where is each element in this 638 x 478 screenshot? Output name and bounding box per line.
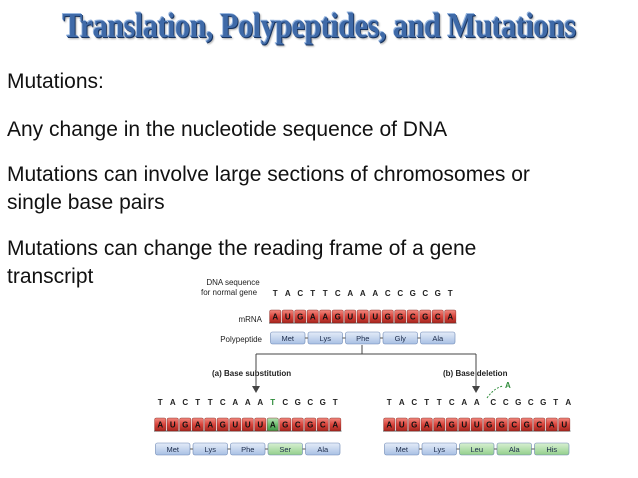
substitution-dna-base: T [270, 398, 276, 407]
deletion-mrna-letter: C [536, 420, 543, 430]
arrowhead-left [252, 386, 260, 393]
normal-mrna-letter: A [272, 312, 279, 322]
deletion-amino-acid: His [546, 444, 558, 454]
deletion-title: (b) Base deletion [443, 369, 508, 378]
substitution-amino-acid: Met [166, 444, 180, 454]
bullet-scale-line2: single base pairs [7, 191, 165, 214]
substitution-amino-acid: Lys [204, 444, 216, 454]
normal-amino-acid: Met [281, 333, 295, 343]
substitution-mrna-letter: A [269, 420, 276, 430]
deletion-dna-base: C [527, 398, 534, 407]
deletion-dna-base: T [436, 398, 442, 407]
substitution-dna-base: C [219, 398, 226, 407]
deletion-mrna-letter: G [448, 420, 455, 430]
substitution-mrna-letter: A [207, 420, 214, 430]
deletion-arrow [487, 386, 503, 398]
slide-title: Translation, Polypeptides, and Mutations [62, 6, 576, 45]
deletion-mrna-letter: A [436, 420, 443, 430]
deletion-mrna-letter: A [386, 420, 393, 430]
deletion-mrna-letter: G [523, 420, 530, 430]
substitution-mrna-letter: G [219, 420, 226, 430]
normal-dna-base: C [397, 289, 404, 298]
deletion-mrna-letter: G [411, 420, 418, 430]
deleted-base-label: A [505, 381, 511, 390]
deletion-amino-acid: Leu [470, 444, 484, 454]
substitution-dna-base: A [232, 398, 239, 407]
substitution-dna-base: A [169, 398, 176, 407]
substitution-mrna-letter: G [182, 420, 189, 430]
normal-amino-acid: Ala [432, 333, 444, 343]
mrna-label: mRNA [238, 315, 262, 324]
deletion-dna-base: C [411, 398, 418, 407]
substitution-mrna-letter: A [194, 420, 201, 430]
polypeptide-label: Polypeptide [220, 335, 262, 344]
normal-mrna-letter: C [409, 312, 416, 322]
deletion-dna-base: A [565, 398, 572, 407]
normal-mrna-letter: C [434, 312, 441, 322]
normal-dna-base: G [434, 289, 441, 298]
deletion-dna-base: T [424, 398, 430, 407]
bullet-frame-line2: transcript [7, 265, 94, 288]
normal-dna-base: C [422, 289, 429, 298]
normal-dna-base: G [409, 289, 416, 298]
bullet-scale-line1: Mutations can involve large sections of chromosomes or [7, 163, 530, 186]
normal-dna-base: C [384, 289, 391, 298]
deletion-dna-base: T [553, 398, 559, 407]
normal-mrna-letter: A [322, 312, 329, 322]
normal-dna-base: A [284, 289, 291, 298]
substitution-dna-base: A [244, 398, 251, 407]
normal-mrna-letter: U [372, 312, 379, 322]
deletion-dna-base: C [448, 398, 455, 407]
deletion-mrna-letter: C [511, 420, 518, 430]
substitution-mrna-letter: C [319, 420, 326, 430]
deletion-dna-base: G [540, 398, 547, 407]
substitution-dna-base: G [294, 398, 301, 407]
normal-dna-base: T [272, 289, 278, 298]
normal-amino-acid: Phe [356, 333, 370, 343]
normal-amino-acid: Gly [394, 333, 406, 343]
substitution-mrna-letter: U [244, 420, 251, 430]
substitution-dna-base: T [195, 398, 201, 407]
normal-mrna-letter: U [347, 312, 354, 322]
normal-dna-base: C [334, 289, 341, 298]
deletion-mrna-letter: U [473, 420, 480, 430]
deletion-dna-base: C [490, 398, 497, 407]
dna-sequence-label: DNA sequence [206, 278, 260, 287]
deletion-dna-base: C [502, 398, 509, 407]
substitution-dna-base: C [282, 398, 289, 407]
bullet-heading: Mutations: [7, 70, 104, 93]
normal-mrna-letter: A [447, 312, 454, 322]
deletion-amino-acid: Lys [433, 444, 445, 454]
normal-dna-base: T [310, 289, 316, 298]
substitution-mrna-letter: U [257, 420, 264, 430]
substitution-mrna-letter: C [294, 420, 301, 430]
substitution-mrna-letter: U [232, 420, 239, 430]
substitution-mrna-letter: G [307, 420, 314, 430]
substitution-amino-acid: Phe [241, 444, 255, 454]
substitution-dna-base: C [307, 398, 314, 407]
normal-mrna-letter: G [334, 312, 341, 322]
deletion-dna-base: A [473, 398, 480, 407]
substitution-dna-base: T [207, 398, 213, 407]
deletion-amino-acid: Ala [508, 444, 520, 454]
deletion-mrna-letter: A [423, 420, 430, 430]
substitution-mrna-letter: G [282, 420, 289, 430]
arrowhead-right [472, 386, 480, 393]
normal-dna-base: T [322, 289, 328, 298]
normal-mrna-letter: G [297, 312, 304, 322]
normal-amino-acid: Lys [319, 333, 331, 343]
deletion-mrna-letter: G [486, 420, 493, 430]
normal-mrna-letter: G [384, 312, 391, 322]
deletion-mrna-letter: G [498, 420, 505, 430]
bullet-definition: Any change in the nucleotide sequence of DNA [7, 118, 448, 141]
deletion-mrna-letter: U [561, 420, 568, 430]
normal-mrna-letter: U [284, 312, 291, 322]
deletion-mrna-letter: A [548, 420, 555, 430]
substitution-dna-base: C [182, 398, 189, 407]
normal-mrna-letter: G [397, 312, 404, 322]
normal-dna-base: A [347, 289, 354, 298]
substitution-mrna-letter: A [157, 420, 164, 430]
substitution-dna-base: T [332, 398, 338, 407]
substitution-mrna-letter: U [169, 420, 176, 430]
dna-sequence-label-2: for normal gene [200, 288, 258, 297]
deletion-mrna-letter: U [461, 420, 468, 430]
substitution-title: (a) Base substitution [212, 369, 292, 378]
substitution-dna-base: G [319, 398, 326, 407]
normal-mrna-letter: G [422, 312, 429, 322]
normal-mrna-letter: A [309, 312, 316, 322]
normal-dna-base: T [447, 289, 453, 298]
deletion-dna-base: G [515, 398, 522, 407]
normal-dna-base: A [372, 289, 379, 298]
normal-dna-base: A [359, 289, 366, 298]
deletion-dna-base: T [386, 398, 392, 407]
substitution-dna-base: T [157, 398, 163, 407]
substitution-dna-base: A [257, 398, 264, 407]
deletion-dna-base: A [461, 398, 468, 407]
bullet-frame-line1: Mutations can change the reading frame of a gene [7, 237, 477, 260]
normal-mrna-letter: U [359, 312, 366, 322]
substitution-amino-acid: Ser [279, 444, 292, 454]
substitution-amino-acid: Ala [317, 444, 329, 454]
deletion-amino-acid: Met [395, 444, 409, 454]
substitution-mrna-letter: A [332, 420, 339, 430]
deletion-dna-base: A [398, 398, 405, 407]
normal-dna-base: C [297, 289, 304, 298]
deletion-mrna-letter: U [398, 420, 405, 430]
